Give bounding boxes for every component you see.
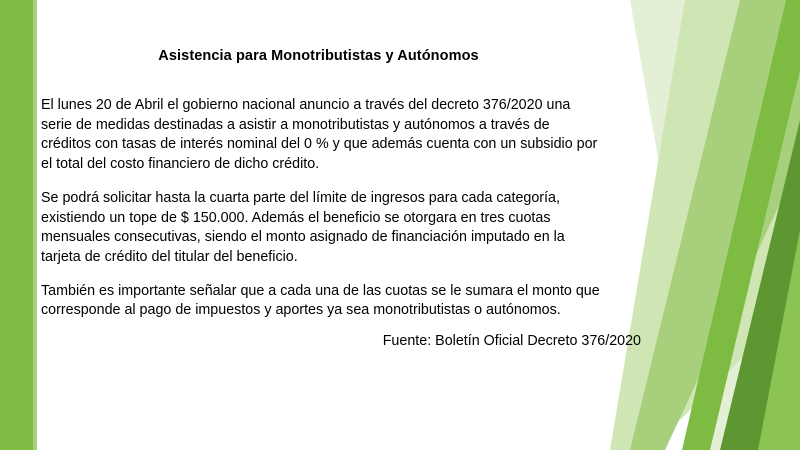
paragraph-2: Se podrá solicitar hasta la cuarta parte del límite de ingresos para cada categoría, existiendo un tope de $ 150.000. Además el beneficio se otorgara en tres cuotas mensuales consecutivas, siendo el monto asignado de financiación imputado en la tarjeta de crédito del titular del beneficio. xyxy=(41,189,565,266)
paragraph-1: El lunes 20 de Abril el gobierno nacional anuncio a través del decreto 376/2020 una serie de medidas destinadas a asistir a monotributistas y autónomos a través de créditos con tasas de interés nominal del 0 % y que además cuenta con un subsidio por el total del costo financiero de dicho crédito. xyxy=(41,97,598,173)
slide-content xyxy=(37,0,641,450)
body-text xyxy=(41,96,601,335)
left-green-bar xyxy=(0,0,33,450)
page-title: Asistencia para Monotributistas y Autónomos xyxy=(158,48,479,64)
source-line: Fuente: Boletín Oficial Decreto 376/2020 xyxy=(382,333,641,349)
paragraph-3: También es importante señalar que a cada una de las cuotas se le sumara el monto que corresponde al pago de impuestos y aportes ya sea monotributistas o autónomos. xyxy=(41,282,600,319)
right-decoration xyxy=(590,0,800,450)
